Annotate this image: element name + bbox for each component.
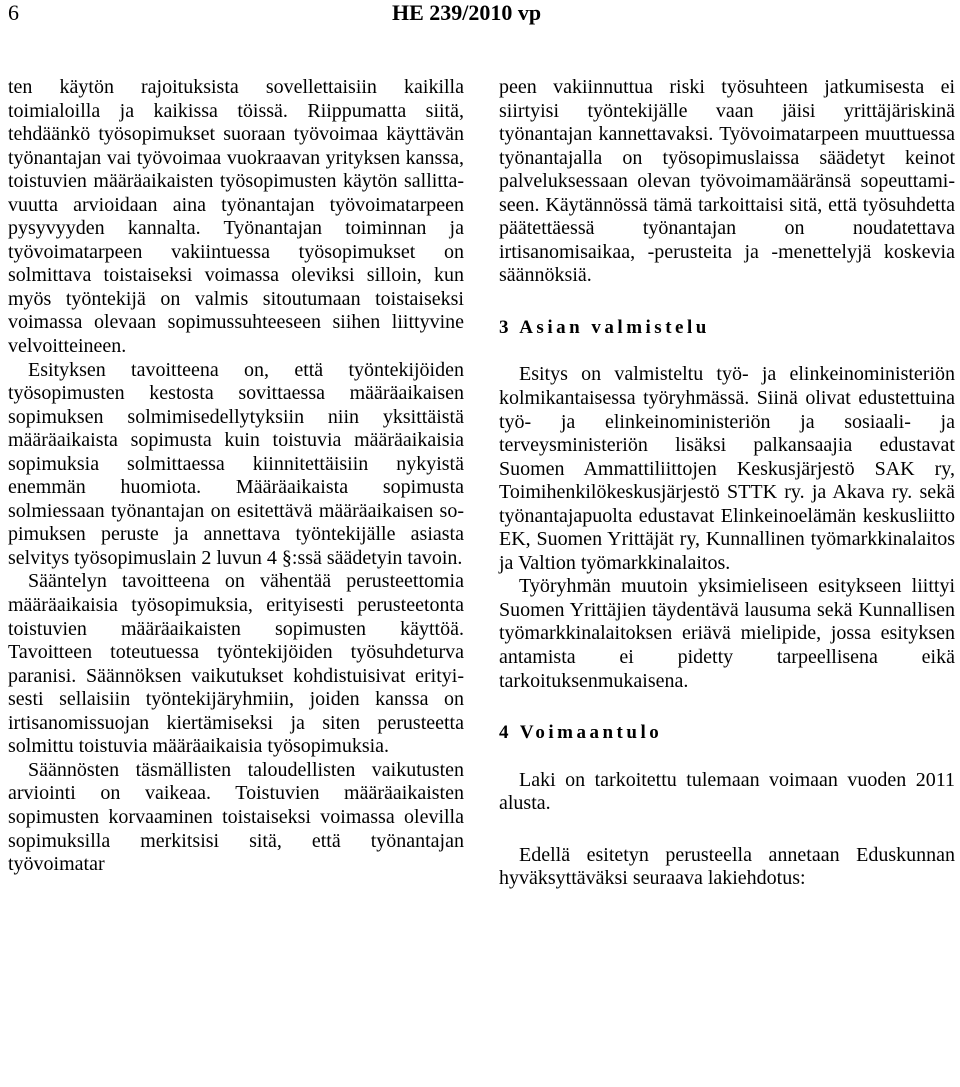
paragraph: peen vakiinnuttua riski työsuhteen jatkumisesta ei siirtyisi työntekijälle vaan jäisi yrittäjäriskinä työnantajan kannettavaksi. Työvoimatarpeen muuttuessa työnantajalla on työsopimuslaissa säädetyt keinot palveluksessaan olevan työvoimamääränsä sopeuttamiseen. Käytännössä tämä tarkoittaisi sitä, että työsuhdetta päätettäessä työnantajan on noudatettava irtisanomisaikaa, -perusteita ja -menettelyjä koskevia säännöksiä. bbox=[499, 76, 955, 287]
paragraph: Esitys on valmisteltu työ- ja elinkeinoministeriön kolmikantaisessa työryhmässä. Siinä olivat edustettuina työ- ja elinkeinoministeriön ja sosiaali- ja terveysministeriön lisäksi palkansaajia edustavat Suomen Ammattiliittojen Keskusjärjestö SAK ry, Toimihenkilökeskusjärjestö STTK ry. ja Akava ry. sekä työnantajapuolta edustavat Elinkeinoelämän keskusliitto EK, Suomen Yrittäjät ry, Kunnallinen työmarkkinalaitos ja Valtion työmarkkinalaitos. bbox=[499, 363, 955, 574]
section-heading: 4 Voimaantulo bbox=[499, 722, 663, 744]
section-heading: 3 Asian valmistelu bbox=[499, 316, 710, 338]
paragraph: Esityksen tavoitteena on, että työntekijöiden työsopimusten kestosta sovittaessa määräaikaisen sopimuksen solmimisedellytyksiin niin yksittäistä määräaikaista sopimusta kuin toistuvia määräaikaisia sopimuksia solmittaessa kiinnitettäisiin nykyistä enemmän huomiota. Määräaikaista sopimusta solmiessaan työnantajan on esitettävä määräaikaisen sopimuksen peruste ja annettava työntekijälle asiasta selvitys työsopimuslain 2 luvun 4 §:ssä säädetyin tavoin. bbox=[8, 358, 464, 569]
paragraph: ten käytön rajoituksista sovellettaisiin kaikilla toimialoilla ja kaikissa töissä. Riippumatta siitä, tehdäänkö työsopimukset suoraan työvoimaa käyttävän työnantajan vai työvoimaa vuokraavan yrityksen kanssa, toistuvien määräaikaisten työsopimusten käytön sallittavuutta arvioidaan aina työnantajan työvoimatarpeen pysyvyyden kannalta. Työnantajan toiminnan ja työvoimatarpeen vakiintuessa työsopimukset on solmittava toistaiseksi voimassa oleviksi silloin, kun myös työntekijä on valmis sitoutumaan toistaiseksi voimassa olevaan sopimussuhteeseen siihen liittyvine velvoitteineen. bbox=[8, 76, 464, 358]
paragraph: Työryhmän muutoin yksimieliseen esitykseen liittyi Suomen Yrittäjien täydentävä lausuma sekä Kunnallisen työmarkkinalaitoksen eriävä mielipide, jossa esityksen antamista ei pidetty tarpeellisena eikä tarkoituksenmukaisena. bbox=[499, 575, 955, 692]
page-number: 6 bbox=[8, 0, 19, 25]
paragraph: Sääntelyn tavoitteena on vähentää perusteettomia määräaikaisia työsopimuksia, erityisesti perusteetonta toistuvien määräaikaisten sopimusten käyttöä. Tavoitteen toteutuessa työntekijöiden työsuhdeturva paranisi. Säännöksen vaikutukset kohdistuisivat erityisesti sellaisiin työntekijäryhmiin, joiden kanssa on irtisanomissuojan kiertämiseksi ja siten perusteetta solmittu toistuvia määräaikaisia työsopimuksia. bbox=[8, 570, 464, 758]
paragraph: Laki on tarkoitettu tulemaan voimaan vuoden 2011 alusta. bbox=[499, 768, 955, 815]
document-id: HE 239/2010 vp bbox=[392, 0, 542, 25]
left-column bbox=[8, 76, 464, 877]
paragraph: Edellä esitetyn perusteella annetaan Eduskunnan hyväksyttäväksi seuraava lakiehdotus: bbox=[499, 843, 955, 890]
paragraph: Säännösten täsmällisten taloudellisten vaikutusten arviointi on vaikeaa. Toistuvien määräaikaisten sopimusten korvaaminen toistaiseksi voimassa olevilla sopimuksilla merkitsisi sitä, että työnantajan työvoimatar bbox=[8, 758, 464, 876]
page-header bbox=[0, 0, 960, 40]
right-column bbox=[499, 76, 955, 891]
